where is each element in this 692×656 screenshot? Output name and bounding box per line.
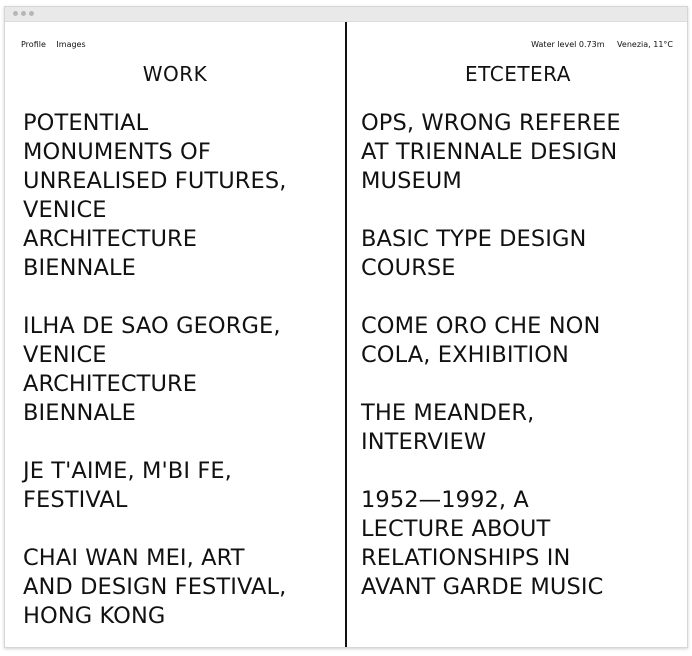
nav-link-profile[interactable]: Profile [21,40,46,49]
browser-window [4,6,688,648]
etcetera-column-title: ETCETERA [465,62,571,86]
window-minimize-dot-icon[interactable] [21,11,26,16]
status-info [521,40,673,49]
top-nav [21,40,94,49]
window-zoom-dot-icon[interactable] [29,11,34,16]
work-item[interactable]: ILHA DE SAO GEORGE, VENICE ARCHITECTURE BIENNALE [23,313,281,426]
etcetera-item[interactable]: COME ORO CHE NON COLA, EXHIBITION [361,313,601,368]
etcetera-item[interactable]: THE MEANDER, INTERVIEW [361,400,535,455]
etcetera-item[interactable]: OPS, WRONG REFEREE AT TRIENNALE DESIGN MUSEUM [361,110,621,194]
work-list [23,109,341,648]
work-item[interactable]: CHAI WAN MEI, ART AND DESIGN FESTIVAL, HONG KONG [23,545,287,629]
etcetera-item[interactable]: 1952—1992, A LECTURE ABOUT RELATIONSHIPS IN AVANT GARDE MUSIC [361,487,604,600]
column-divider [345,22,347,647]
nav-link-images[interactable]: Images [56,40,86,49]
window-close-dot-icon[interactable] [13,11,18,16]
weather-readout: Venezia, 11°C [617,40,673,49]
page-content [5,22,687,647]
work-column-title: WORK [142,62,208,86]
water-level-readout: Water level 0.73m [531,40,605,49]
window-titlebar [5,7,687,22]
work-item[interactable]: JE T'AIME, M'BI FE, FESTIVAL [23,458,232,513]
etcetera-list [361,109,683,631]
work-item[interactable]: POTENTIAL MONUMENTS OF UNREALISED FUTURES, VENICE ARCHITECTURE BIENNALE [23,110,287,281]
etcetera-item[interactable]: BASIC TYPE DESIGN COURSE [361,226,587,281]
